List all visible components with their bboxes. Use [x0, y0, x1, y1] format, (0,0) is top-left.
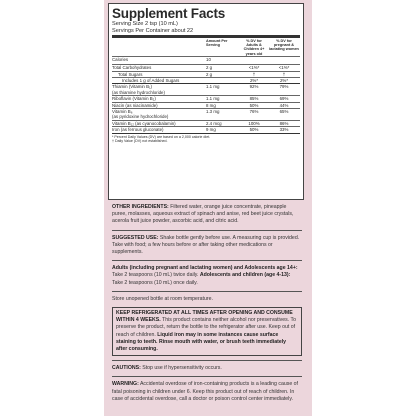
dv-adults: 50% — [249, 102, 259, 108]
amount: 1.1 mg — [206, 96, 220, 102]
col-dv-adults: % DV for Adults & Children 4+ years old — [243, 39, 265, 56]
dosage — [112, 265, 302, 287]
adults-label: Adults (including pregnant and lactating women) and Adolescents age 14+: — [112, 265, 298, 272]
divider — [112, 376, 302, 377]
facts-row — [112, 56, 300, 62]
dv-pregnant: † — [282, 71, 286, 77]
thick-divider — [112, 35, 300, 38]
nutrient-name: Vitamin B₁₂ (as cyanocobalamin) — [112, 120, 176, 126]
facts-row — [112, 95, 300, 101]
staining-warning: Liquid iron may in some instances cause surface staining to teeth. Rinse mouth with water, or brush teeth immediately after consuming. — [116, 331, 287, 353]
facts-row — [112, 64, 300, 70]
kids-body: Take 2 teaspoons (10 mL) once daily. — [112, 279, 198, 286]
dv-adults: 2%* — [249, 78, 259, 84]
supplement-facts-box — [108, 3, 304, 200]
warning — [112, 381, 302, 403]
nutrient-name: Total Sugars — [118, 71, 143, 77]
cautions — [112, 365, 302, 372]
nutrient-name: Vitamin B₆ — [112, 109, 133, 115]
dv-adults — [240, 57, 268, 62]
dv-pregnant: 33% — [279, 127, 289, 133]
warning-body: Accidental overdose of iron-containing products is a leading cause of fatal poisoning in children under 6. Keep this product out of reach of children. In case of accidental overdose, call a doctor or poison control center immediately. — [112, 381, 298, 402]
refrigerate-body: This product contains neither alcohol nor preservatives. To preserve the product, return the bottle to the refrigerator after use. Keep out of reach of children. — [116, 317, 297, 338]
nutrient-name: Calories — [112, 56, 129, 62]
dv-adults: 85% — [249, 96, 259, 102]
other-ingredients-label: OTHER INGREDIENTS: — [112, 204, 169, 210]
footnote-dv-not-established: † Daily Value (DV) not established. — [112, 139, 168, 144]
refrigerate-bold: KEEP REFRIGERATED AT ALL TIMES AFTER OPENING AND CONSUME WITHIN 4 WEEKS. — [116, 310, 293, 324]
nutrient-name: Total Carbohydrates — [112, 65, 152, 71]
refrigerate-box — [112, 307, 302, 356]
dv-adults: 92% — [249, 84, 259, 90]
facts-row — [112, 102, 300, 108]
amount: 9 mg — [206, 127, 216, 133]
dv-pregnant: 44% — [279, 102, 289, 108]
storage-note: Store unopened bottle at room temperature. — [112, 295, 213, 302]
divider — [112, 260, 302, 261]
label-text — [112, 204, 302, 407]
dv-pregnant: 2%* — [279, 78, 289, 84]
nutrient-name: Niacin (as niacinamide) — [112, 102, 158, 108]
divider — [112, 291, 302, 292]
nutrient-name: Thiamin (Vitamin B₁) — [112, 84, 152, 90]
dv-pregnant — [268, 57, 300, 62]
dv-adults: 76% — [249, 109, 259, 115]
dv-pregnant: 69% — [279, 96, 289, 102]
facts-rows — [112, 56, 300, 133]
cautions-label: CAUTIONS: — [112, 365, 141, 372]
facts-row — [112, 120, 300, 126]
nutrient-name: Iron (as ferrous gluconate) — [112, 127, 164, 133]
suggested-use-label: SUGGESTED USE: — [112, 234, 159, 241]
footnote-percent-dv: * Percent Daily Values (DV) are based on a 2,000 calorie diet. — [112, 134, 211, 139]
warning-label: WARNING: — [112, 381, 139, 388]
dv-adults: <1%* — [248, 65, 260, 71]
facts-title: Supplement Facts — [112, 6, 226, 21]
dv-adults: † — [252, 71, 256, 77]
footnotes — [112, 133, 300, 144]
amount: 8 mg — [206, 102, 216, 108]
nutrient-name: Riboflavin (Vitamin B₂) — [112, 96, 156, 102]
serving-size: Serving Size 2 tsp (10 mL) — [112, 21, 178, 27]
amount — [206, 78, 240, 83]
divider — [112, 360, 302, 361]
amount: 1.1 mg — [206, 84, 220, 90]
nutrient-source: (as thiamine hydrochloride) — [112, 89, 165, 95]
col-dv-pregnant: % DV for pregnant & lactating women — [269, 39, 299, 52]
dv-pregnant: 86% — [279, 120, 289, 126]
cautions-body: Stop use if hypersensitivity occurs. — [140, 365, 222, 372]
dv-pregnant: 79% — [279, 84, 289, 90]
other-ingredients-body: Filtered water, orange juice concentrate, pineapple puree, molasses, aqueous extract of spinach and anise, red beet juice crystals, acerola fruit juice powder, ascorbic acid, and citric acid. — [112, 204, 294, 225]
amount: 10 — [206, 56, 211, 62]
facts-row — [112, 126, 300, 132]
amount: 2 g — [206, 71, 213, 77]
divider — [112, 230, 302, 231]
dv-adults: 50% — [249, 127, 259, 133]
adults-body: Take 2 teaspoons (10 mL) twice daily. — [112, 272, 200, 279]
suggested-use — [112, 235, 302, 257]
servings-per-container: Servings Per Container about 22 — [112, 27, 194, 34]
nutrient-cell — [112, 109, 206, 120]
dv-pregnant: 65% — [279, 109, 289, 115]
nutrient-cell — [112, 84, 206, 95]
nutrient-source: (as pyridoxine hydrochloride) — [112, 114, 169, 120]
kids-label: Adolescents and children (age 4-13): — [199, 272, 291, 279]
amount: 2 g — [206, 65, 213, 71]
suggested-use-body: Shake bottle gently before use. A measuring cup is provided. Take with food; a few hours before or after taking other medications or supplements. — [112, 234, 300, 256]
dv-pregnant: <1%* — [278, 65, 290, 71]
facts-header-row — [112, 39, 300, 56]
nutrient-name: Includes 1 g of Added Sugars — [122, 78, 180, 84]
col-amount: Amount Per Serving — [206, 39, 228, 48]
amount: 1.3 mg — [206, 109, 220, 115]
other-ingredients — [112, 204, 302, 226]
amount: 2.4 mcg — [206, 120, 222, 126]
facts-row — [112, 108, 300, 120]
dv-adults: 100% — [248, 120, 260, 126]
facts-row — [112, 83, 300, 95]
facts-row — [112, 71, 300, 77]
facts-row — [112, 77, 300, 83]
